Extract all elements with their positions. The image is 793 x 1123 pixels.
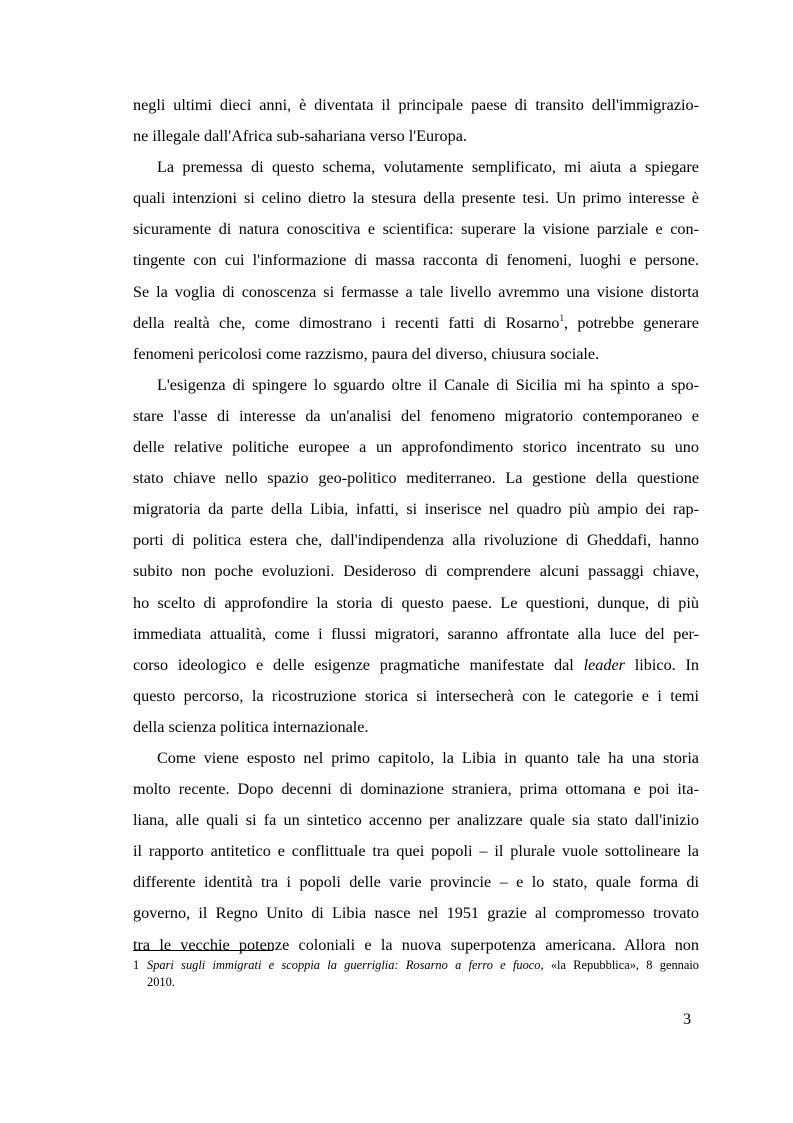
footnote xyxy=(133,957,699,991)
text-line: negli ultimi dieci anni, è diventata il principale paese di transito dell'immigrazio- xyxy=(133,96,699,114)
body-text xyxy=(133,90,699,961)
footnote-line xyxy=(133,957,699,974)
text-line-with-footnote-ref xyxy=(133,308,699,339)
text-line: L'esigenza di spingere lo sguardo oltre il Canale di Sicilia mi ha spinto a spo- xyxy=(157,375,699,394)
text-line: liana, alle quali si fa un sintetico accenno per analizzare quale sia stato dall'inizio xyxy=(133,811,699,830)
text-line: delle relative politiche europee a un approfondimento storico incentrato su uno xyxy=(133,438,699,457)
text-line: molto recente. Dopo decenni di dominazione straniera, prima ottomana e poi ita- xyxy=(133,780,699,799)
footnote-separator xyxy=(133,950,273,951)
text-line: immediata attualità, come i flussi migratori, saranno affrontate alla luce del per- xyxy=(133,624,699,643)
text-line: sicuramente di natura conoscitiva e scientifica: superare la visione parziale e con- xyxy=(133,220,699,239)
text-fragment: corso ideologico e delle esigenze pragmatiche manifestate dal xyxy=(133,655,574,674)
text-line: fenomeni pericolosi come razzismo, paura del diverso, chiusura sociale. xyxy=(133,344,600,363)
text-line: Come viene esposto nel primo capitolo, la Libia in quanto tale ha una storia xyxy=(157,748,699,767)
text-fragment: libico. In xyxy=(624,655,699,674)
text-line: ho scelto di approfondire la storia di questo paese. Le questioni, dunque, di più xyxy=(133,593,699,612)
text-fragment: , potrebbe generare xyxy=(564,313,699,332)
footnote-reference: 1 xyxy=(559,312,565,323)
page-number: 3 xyxy=(683,1010,692,1028)
text-line: quali intenzioni si celino dietro la stesura della presente tesi. Un primo interesse è xyxy=(133,189,699,208)
footnote-article-title: Spari sugli immigrati e scoppia la guerriglia: Rosarno a ferro e fuoco xyxy=(147,958,541,972)
text-line: stare l'asse di interesse da un'analisi del fenomeno migratorio contemporaneo e xyxy=(133,406,699,425)
text-line: tra le vecchie potenze coloniali e la nuova superpotenza americana. Allora non xyxy=(133,935,699,954)
text-line: della scienza politica internazionale. xyxy=(133,717,369,736)
text-line-with-italic xyxy=(133,650,699,681)
text-line: migratoria da parte della Libia, infatti, si inserisce nel quadro più ampio dei rap- xyxy=(133,500,699,519)
footnote-number: 1 xyxy=(133,958,140,972)
text-line: ne illegale dall'Africa sub-sahariana verso l'Europa. xyxy=(133,127,467,146)
text-line: il rapporto antitetico e conflittuale tra quei popoli – il plurale vuole sottolineare la xyxy=(133,842,699,861)
text-line: tingente con cui l'informazione di massa racconta di fenomeni, luoghi e persone. xyxy=(133,251,699,270)
text-line: governo, il Regno Unito di Libia nasce nel 1951 grazie al compromesso trovato xyxy=(133,904,699,923)
text-line: questo percorso, la ricostruzione storica si intersecherà con le categorie e i temi xyxy=(133,686,699,705)
italic-term: leader xyxy=(583,655,625,674)
footnote-source: , «la Repubblica», 8 gennaio xyxy=(540,958,699,972)
text-line: porti di politica estera che, dall'indipendenza alla rivoluzione di Gheddafi, hanno xyxy=(133,531,699,550)
footnote-line: 2010. xyxy=(147,975,175,989)
text-line: differente identità tra i popoli delle varie provincie – e lo stato, quale forma di xyxy=(133,873,699,892)
text-fragment: della realtà che, come dimostrano i recenti fatti di Rosarno xyxy=(133,313,560,332)
text-line: subito non poche evoluzioni. Desideroso di comprendere alcuni passaggi chiave, xyxy=(133,562,699,581)
text-line: stato chiave nello spazio geo-politico mediterraneo. La gestione della questione xyxy=(133,469,699,488)
text-line: La premessa di questo schema, volutamente semplificato, mi aiuta a spiegare xyxy=(157,158,699,177)
text-line: Se la voglia di conoscenza si fermasse a tale livello avremmo una visione distorta xyxy=(133,282,699,301)
